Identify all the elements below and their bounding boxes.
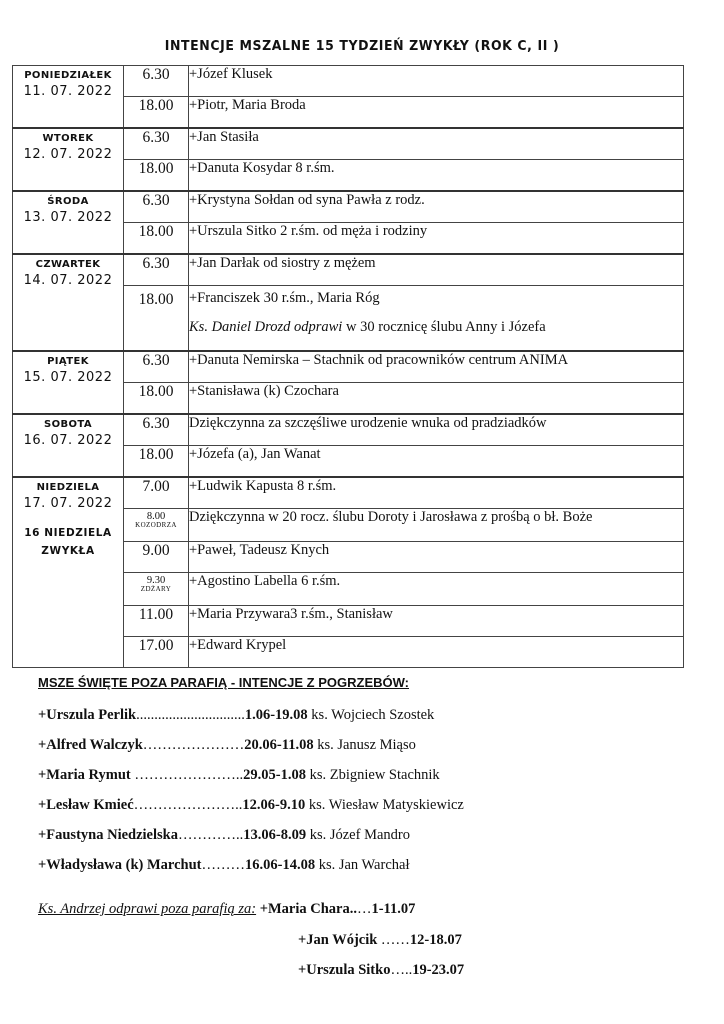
mass-intention-text: Dziękczynna za szczęśliwe urodzenie wnuka od pradziadków — [189, 415, 547, 431]
table-row — [13, 66, 684, 97]
leader-dots: ….. — [390, 962, 413, 978]
deceased-name: +Faustyna Niedzielska — [38, 827, 178, 843]
deceased-name: +Lesław Kmieć — [38, 797, 134, 813]
day-name: ŚRODA — [47, 196, 89, 207]
mass-intention — [189, 97, 684, 129]
leader-dots: ………….. — [177, 827, 244, 843]
date-range: 12.06-9.10 — [242, 797, 306, 813]
mass-intention — [189, 351, 684, 383]
leader-dots: ……… — [201, 857, 245, 873]
table-row — [13, 477, 684, 509]
list-item — [38, 857, 464, 887]
mass-intention — [189, 286, 684, 352]
day-cell — [13, 477, 124, 668]
mass-time — [124, 66, 189, 97]
mass-intention-text: +Maria Przywara3 r.śm., Stanisław — [189, 606, 393, 622]
mass-time — [124, 254, 189, 286]
priest-name: ks. Wiesław Matyskiewicz — [305, 797, 464, 813]
outside-masses-list — [38, 707, 464, 887]
mass-time-value: 18.00 — [138, 97, 174, 114]
leader-dots: ………………….. — [133, 797, 243, 813]
priest-name: ks. Janusz Miąso — [313, 737, 416, 753]
day-date: 13. 07. 2022 — [23, 210, 113, 225]
date-range: 19-23.07 — [412, 962, 465, 978]
list-item — [38, 901, 464, 932]
leader-dots: … — [356, 901, 372, 917]
mass-intention-text: +Piotr, Maria Broda — [189, 97, 306, 113]
mass-intention-text: +Agostino Labella 6 r.śm. — [189, 573, 341, 589]
sunday-note-line1: 16 NIEDZIELA — [24, 527, 112, 539]
priest-name: ks. Wojciech Szostek — [307, 707, 435, 723]
day-date: 12. 07. 2022 — [23, 147, 113, 162]
outside-masses-title: MSZE ŚWIĘTE POZA PARAFIĄ - INTENCJE Z POGRZEBÓW: — [38, 675, 409, 690]
deceased-name: +Urszula Perlik — [38, 707, 137, 723]
mass-time-value: 6.30 — [142, 129, 170, 146]
mass-intention-text: +Franciszek 30 r.śm., Maria Róg — [189, 290, 380, 306]
mass-intention-text: +Józefa (a), Jan Wanat — [189, 446, 321, 462]
mass-intention — [189, 509, 684, 542]
mass-intention — [189, 128, 684, 160]
mass-time — [124, 383, 189, 415]
deceased-name: +Alfred Walczyk — [38, 737, 143, 753]
mass-time — [124, 191, 189, 223]
mass-intention — [189, 606, 684, 637]
deceased-name: +Jan Wójcik — [298, 931, 378, 948]
list-item — [38, 962, 464, 993]
mass-intention — [189, 160, 684, 192]
mass-intention — [189, 254, 684, 286]
mass-intention — [189, 637, 684, 668]
day-cell — [13, 66, 124, 129]
mass-time — [124, 606, 189, 637]
mass-time-value: 11.00 — [138, 606, 174, 623]
mass-intention-text: +Paweł, Tadeusz Knych — [189, 542, 330, 558]
mass-time — [124, 160, 189, 192]
date-range: 16.06-14.08 — [244, 857, 316, 873]
mass-intention-text: +Krystyna Sołdan od syna Pawła z rodz. — [189, 192, 425, 208]
leader-dots: ………………… — [142, 737, 245, 753]
date-range: 12-18.07 — [409, 931, 462, 948]
mass-intention — [189, 446, 684, 478]
mass-time-value: 17.00 — [138, 637, 174, 654]
mass-time-value: 6.30 — [142, 352, 170, 369]
day-name: NIEDZIELA — [36, 482, 100, 493]
table-row — [13, 128, 684, 160]
deceased-name: +Maria Chara.. — [256, 901, 357, 917]
mass-time-value: 18.00 — [138, 223, 174, 240]
day-name: PONIEDZIAŁEK — [24, 70, 112, 81]
day-cell — [13, 414, 124, 477]
mass-time — [124, 223, 189, 255]
mass-intention-text: +Edward Krypel — [189, 637, 287, 653]
mass-time-value: 18.00 — [138, 383, 174, 400]
deceased-name: +Urszula Sitko — [298, 962, 391, 978]
mass-intention — [189, 573, 684, 606]
table-row — [13, 351, 684, 383]
mass-time-value: 8.00 — [146, 511, 166, 522]
mass-intention — [189, 383, 684, 415]
mass-extra-note — [189, 319, 683, 336]
day-name: WTOREK — [42, 133, 94, 144]
table-row — [13, 414, 684, 446]
mass-intention — [189, 414, 684, 446]
mass-intention-text: Dziękczynna w 20 rocz. ślubu Doroty i Jarosława z prośbą o bł. Boże — [189, 509, 593, 525]
mass-intention-text: +Jan Darłak od siostry z mężem — [189, 255, 376, 271]
list-item — [38, 932, 464, 963]
mass-time — [124, 637, 189, 668]
leader-dots: ………………….. — [134, 767, 244, 783]
day-date: 14. 07. 2022 — [23, 273, 113, 288]
date-range: 13.06-8.09 — [243, 827, 307, 843]
mass-time-value: 6.30 — [142, 255, 170, 272]
mass-time — [124, 128, 189, 160]
mass-intention-text: +Danuta Kosydar 8 r.śm. — [189, 160, 335, 176]
day-name: PIĄTEK — [47, 356, 89, 367]
deceased-name: +Maria Rymut — [38, 767, 135, 783]
day-cell — [13, 254, 124, 351]
andrzej-lead: Ks. Andrzej odprawi poza parafią za: — [38, 901, 257, 917]
mass-extra-text: w 30 rocznicę ślubu Anny i Józefa — [342, 319, 546, 335]
day-date: 17. 07. 2022 — [23, 496, 113, 511]
mass-time-value: 7.00 — [142, 478, 170, 495]
mass-time-value: 18.00 — [138, 160, 174, 177]
mass-intention-text: +Ludwik Kapusta 8 r.śm. — [189, 478, 337, 494]
list-item — [38, 737, 464, 767]
mass-intention — [189, 223, 684, 255]
day-date: 15. 07. 2022 — [23, 370, 113, 385]
deceased-name: +Władysława (k) Marchut — [38, 857, 202, 873]
priest-name: ks. Józef Mandro — [306, 827, 410, 843]
mass-intention — [189, 477, 684, 509]
mass-time-value: 18.00 — [138, 446, 174, 463]
mass-intention — [189, 191, 684, 223]
mass-time-value: 6.30 — [142, 192, 170, 209]
mass-extra-priest: Ks. Daniel Drozd odprawi — [189, 319, 343, 335]
mass-time — [124, 542, 189, 573]
table-row — [13, 254, 684, 286]
mass-intention — [189, 542, 684, 573]
mass-location: ZDŻARY — [140, 585, 172, 594]
sunday-note-line2: ZWYKŁA — [41, 544, 95, 557]
mass-time — [124, 97, 189, 129]
date-range: 29.05-1.08 — [243, 767, 306, 783]
mass-time-value: 6.30 — [142, 415, 170, 432]
list-item — [38, 707, 464, 737]
mass-time — [124, 286, 189, 352]
mass-intention — [189, 66, 684, 97]
day-date: 11. 07. 2022 — [23, 84, 113, 99]
mass-time — [124, 414, 189, 446]
day-cell — [13, 351, 124, 414]
mass-time-value: 18.00 — [138, 291, 174, 308]
mass-intention-text: +Danuta Nemirska – Stachnik od pracowników centrum ANIMA — [189, 352, 569, 368]
leader-dots: …… — [377, 931, 410, 948]
mass-time-value: 9.30 — [146, 575, 166, 586]
list-item — [38, 797, 464, 827]
andrzej-section — [38, 901, 464, 993]
mass-time — [124, 509, 189, 542]
mass-intention-text: +Józef Klusek — [189, 66, 273, 82]
date-range: 1.06-19.08 — [244, 707, 308, 723]
table-row — [13, 191, 684, 223]
day-name: CZWARTEK — [35, 259, 101, 270]
mass-time-value: 9.00 — [142, 542, 170, 559]
day-cell — [13, 191, 124, 254]
list-item — [38, 767, 464, 797]
list-item — [38, 827, 464, 857]
mass-time — [124, 573, 189, 606]
date-range: 1-11.07 — [371, 901, 416, 917]
mass-schedule-table — [12, 65, 684, 668]
mass-time — [124, 351, 189, 383]
mass-time — [124, 446, 189, 478]
leader-dots: .............................. — [136, 707, 245, 723]
day-cell — [13, 128, 124, 191]
mass-intention-text: +Stanisława (k) Czochara — [189, 383, 339, 399]
date-range: 20.06-11.08 — [244, 737, 314, 753]
priest-name: ks. Jan Warchał — [315, 857, 410, 873]
day-name: SOBOTA — [43, 419, 92, 430]
mass-intention-text: +Jan Stasiła — [189, 129, 259, 145]
mass-intention-text: +Urszula Sitko 2 r.śm. od męża i rodziny — [189, 223, 428, 239]
day-date: 16. 07. 2022 — [23, 433, 113, 448]
mass-time-value: 6.30 — [142, 66, 170, 83]
priest-name: ks. Zbigniew Stachnik — [305, 767, 440, 783]
mass-time — [124, 477, 189, 509]
page-title: INTENCJE MSZALNE 15 TYDZIEŃ ZWYKŁY (ROK C, II ) — [164, 37, 560, 54]
mass-location: KOZODRZA — [135, 521, 177, 530]
sunday-note — [13, 525, 123, 561]
